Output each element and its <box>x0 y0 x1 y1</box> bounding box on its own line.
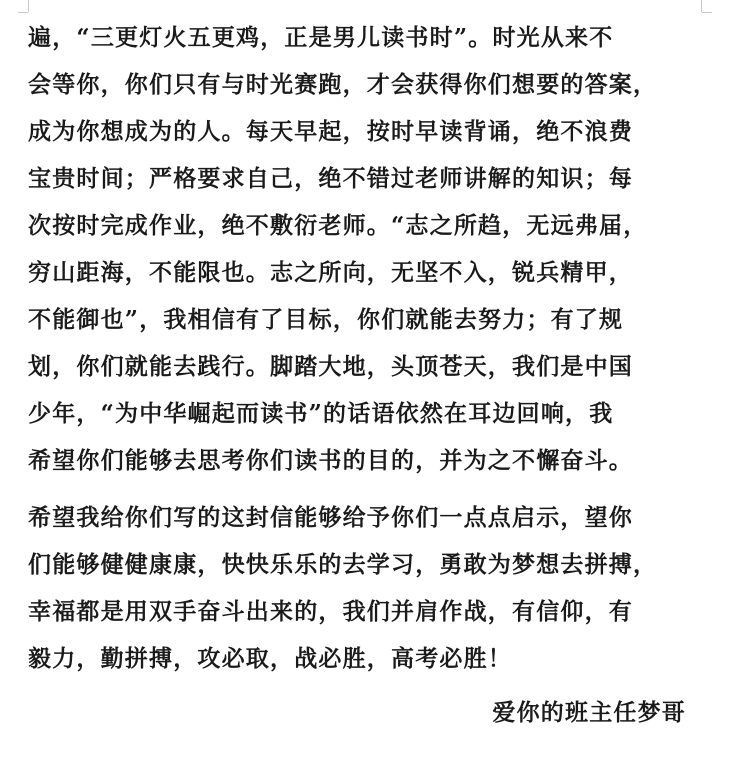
crop-mark-right <box>701 0 702 12</box>
crop-mark-right-h <box>702 12 712 13</box>
text-line: 宝贵时间；严格要求自己，绝不错过老师讲解的知识；每 <box>28 165 633 192</box>
text-line: 会等你，你们只有与时光赛跑，才会获得你们想要的答案， <box>28 71 658 98</box>
text-line: 希望我给你们写的这封信能够给予你们一点点启示，望你 <box>28 504 633 531</box>
signature: 爱你的班主任梦哥 <box>492 699 686 726</box>
text-line: 们能够健健康康，快快乐乐的去学习，勇敢为梦想去拼搏， <box>28 551 658 578</box>
text-line: 成为你想成为的人。每天早起，按时早读背诵，绝不浪费 <box>28 118 633 145</box>
text-line: 遍，“三更灯火五更鸡，正是男儿读书时”。时光从来不 <box>28 24 614 51</box>
text-line: 幸福都是用双手奋斗出来的，我们并肩作战，有信仰，有 <box>28 598 633 625</box>
text-line: 次按时完成作业，绝不敷衍老师。“志之所趋，无远弗届， <box>28 212 648 239</box>
crop-mark-left-h <box>18 12 28 13</box>
text-line: 不能御也”，我相信有了目标，你们就能去努力；有了规 <box>28 306 624 333</box>
text-line: 希望你们能够去思考你们读书的目的，并为之不懈奋斗。 <box>28 447 633 474</box>
crop-mark-left <box>28 0 29 12</box>
text-line: 少年，“为中华崛起而读书”的话语依然在耳边回响，我 <box>28 400 614 427</box>
text-line: 划，你们就能去践行。脚踏大地，头顶苍天，我们是中国 <box>28 353 633 380</box>
text-line: 毅力，勤拼搏，攻必取，战必胜，高考必胜！ <box>28 645 512 672</box>
text-line: 穷山距海，不能限也。志之所向，无坚不入，锐兵精甲， <box>28 259 633 286</box>
